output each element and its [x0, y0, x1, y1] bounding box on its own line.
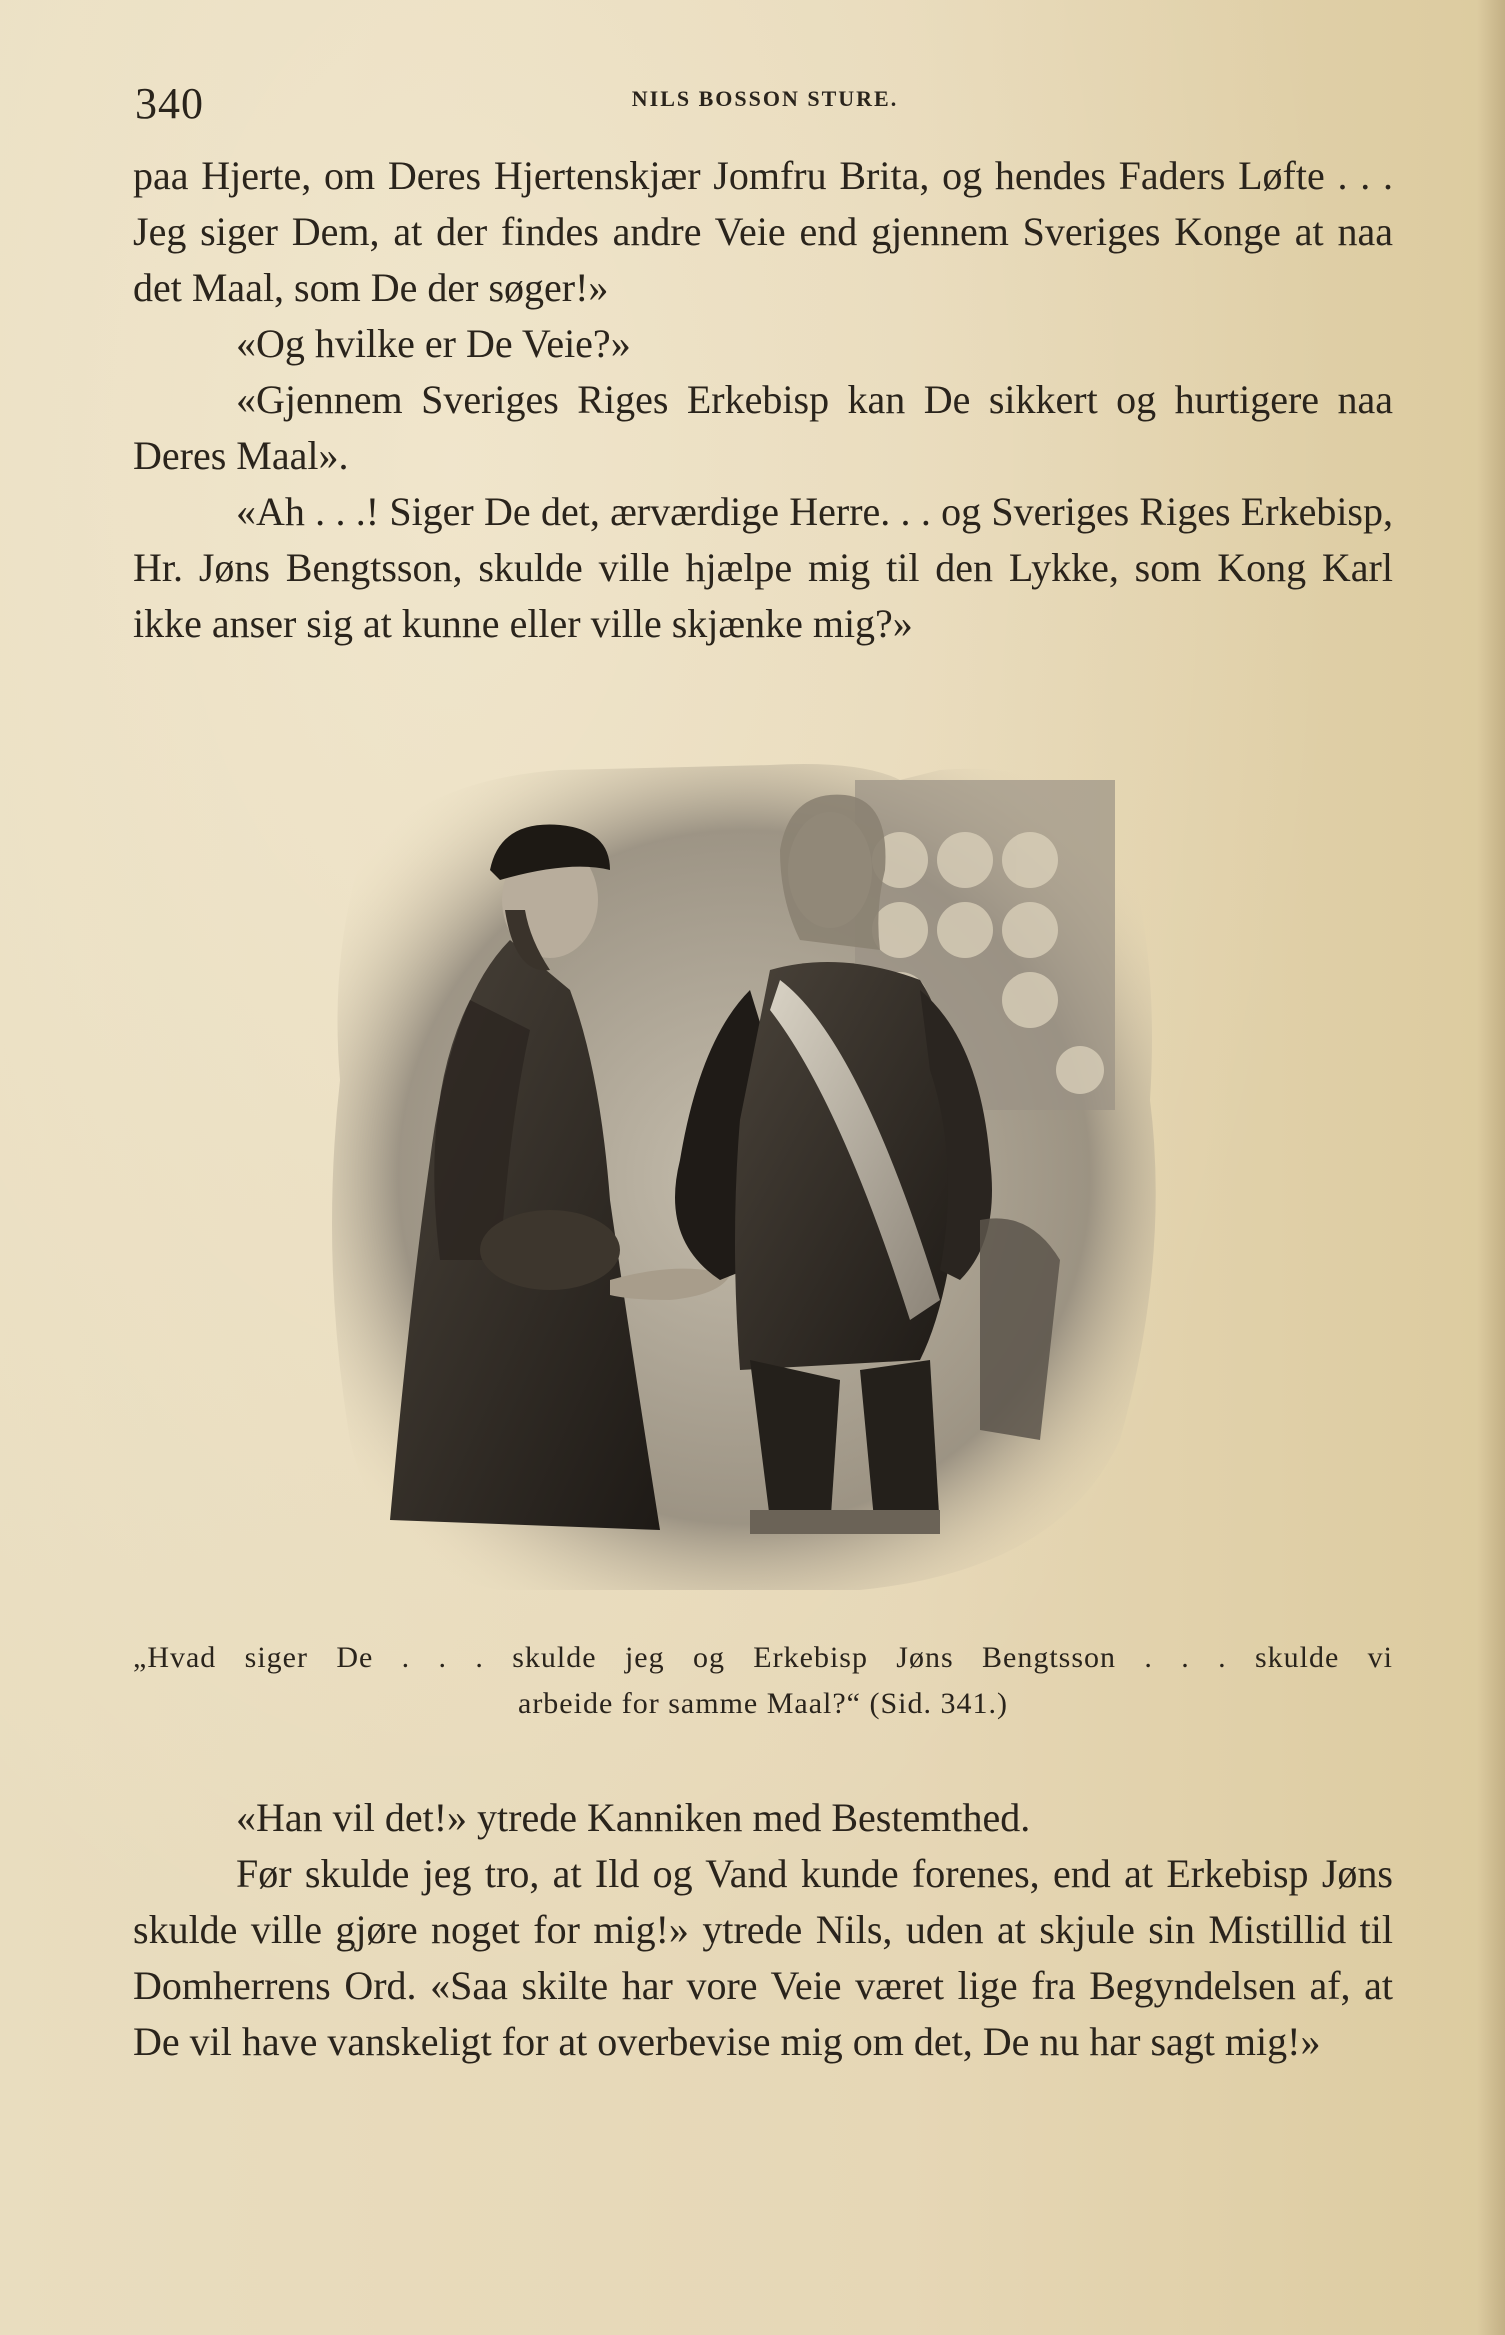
paragraph: «Ah . . .! Siger De det, ærværdige Herre. . . og Sveriges Riges Erkebisp, Hr. Jøns Bengtsson, skulde ville hjælpe mig til den Lykke, som Kong Karl ikke anser sig at kunne eller ville skjænke mig?» [133, 489, 1393, 646]
bottom-text-block [133, 1790, 1393, 2070]
paragraph: «Gjennem Sveriges Riges Erkebisp kan De sikkert og hurtigere naa Deres Maal». [133, 377, 1393, 478]
page-number: 340 [135, 79, 204, 128]
paragraph: paa Hjerte, om Deres Hjertenskjær Jomfru Brita, og hendes Faders Løfte . . . Jeg siger Dem, at der findes andre Veie end gjennem Sveriges Konge at naa det Maal, som De der søger!» [133, 153, 1393, 310]
caption-line: „Hvad siger De . . . skulde jeg og Erkebisp Jøns Bengtsson . . . skulde vi [133, 1641, 1393, 1674]
illustration-drawing [300, 740, 1260, 1620]
illustration-caption [133, 1635, 1393, 1727]
illustration [300, 740, 1260, 1620]
paragraph: «Og hvilke er De Veie?» [236, 321, 631, 366]
paragraph: «Han vil det!» ytrede Kanniken med Bestemthed. [236, 1795, 1031, 1840]
top-text-block [133, 148, 1393, 652]
page-spine-shadow [1477, 0, 1505, 2335]
caption-line: arbeide for samme Maal?“ (Sid. 341.) [518, 1687, 1008, 1720]
paragraph: Før skulde jeg tro, at Ild og Vand kunde forenes, end at Erkebisp Jøns skulde ville gjøre noget for mig!» ytrede Nils, uden at skjule sin Mistillid til Domherrens Ord. «Saa skilte har vore Veie været lige fra Begyndelsen af, at De vil have vanskeligt for at overbevise mig om det, De nu har sagt mig!» [133, 1851, 1393, 2064]
page-header [135, 70, 1395, 130]
running-title: NILS BOSSON STURE. [631, 86, 899, 111]
